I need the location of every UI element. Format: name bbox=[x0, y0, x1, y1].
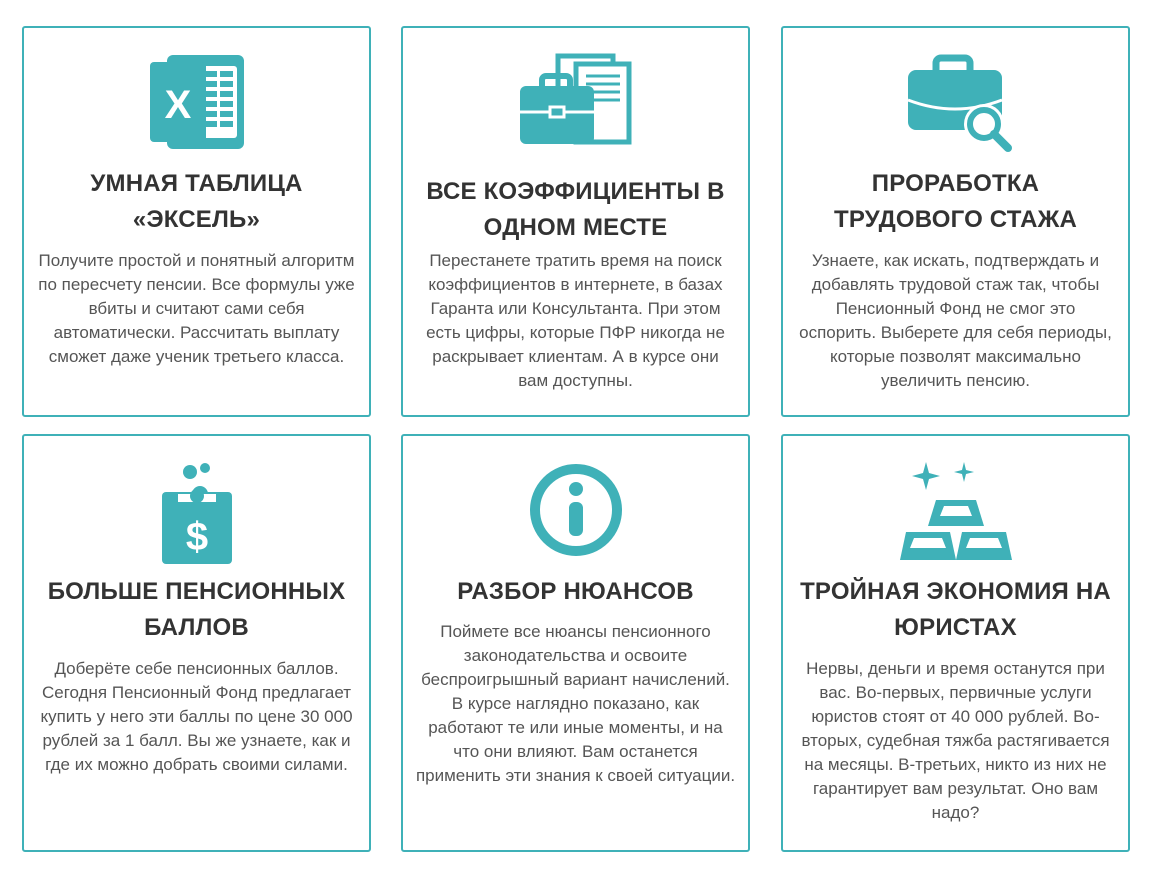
card-title: ПРОРАБОТКА ТРУДОВОГО СТАЖА bbox=[833, 170, 1078, 233]
card-title: УМНАЯ ТАБЛИЦА «ЭКСЕЛЬ» bbox=[90, 170, 303, 233]
card-title: БОЛЬШЕ ПЕНСИОННЫХ БАЛЛОВ bbox=[47, 578, 346, 641]
info-icon bbox=[403, 462, 748, 558]
svg-text:X: X bbox=[164, 83, 191, 127]
card-description: Получите простой и понятный алгоритм по пересчету пенсии. Все формулы уже вбиты и считают сами себя автоматически. Рассчитать выплату сможет даже ученик третьего класса. bbox=[38, 251, 355, 366]
svg-text:$: $ bbox=[185, 515, 208, 559]
feature-card-coefficients bbox=[401, 26, 750, 417]
money-box-dollar-icon bbox=[24, 460, 369, 564]
card-title: ТРОЙНАЯ ЭКОНОМИЯ НА ЮРИСТАХ bbox=[800, 578, 1111, 641]
feature-card-excel bbox=[22, 26, 371, 417]
card-description: Перестанете тратить время на поиск коэффициентов в интернете, в базах Гаранта или Консультанта. При этом есть цифры, которые ПФР никогда не раскрывает клиентам. А в курсе они вам доступны. bbox=[426, 251, 725, 390]
card-description: Нервы, деньги и время останутся при вас. Во-первых, первичные услуги юристов стоят от 40 000 рублей. Во-вторых, судебная тяжба растягивается на месяцы. В-третьих, никто из них не гарантирует вам результат. Оно вам надо? bbox=[801, 659, 1110, 822]
briefcase-documents-icon bbox=[403, 52, 748, 152]
excel-icon bbox=[24, 52, 369, 152]
feature-card-nuances bbox=[401, 434, 750, 852]
card-description: Доберёте себе пенсионных баллов. Сегодня Пенсионный Фонд предлагает купить у него эти баллы по цене 30 000 рублей за 1 балл. Вы же узнаете, как и где их можно добрать своими силами. bbox=[40, 659, 353, 774]
feature-card-pension-points bbox=[22, 434, 371, 852]
briefcase-search-icon bbox=[783, 52, 1128, 152]
feature-card-lawyer-savings bbox=[781, 434, 1130, 852]
feature-card-work-experience bbox=[781, 26, 1130, 417]
gold-bars-icon bbox=[783, 460, 1128, 564]
card-description: Поймете все нюансы пенсионного законодательства и освоите беспроигрышный вариант начислений. В курсе наглядно показано, как работают те или иные моменты, и на что они влияют. Вам останется применить эти знания к своей ситуации. bbox=[415, 622, 736, 785]
card-title: РАЗБОР НЮАНСОВ bbox=[457, 578, 694, 605]
card-title: ВСЕ КОЭФФИЦИЕНТЫ В ОДНОМ МЕСТЕ bbox=[426, 178, 725, 241]
card-description: Узнаете, как искать, подтверждать и добавлять трудовой стаж так, чтобы Пенсионный Фонд не смог это оспорить. Выберете для себя периоды, которые позволят максимально увеличить пенсию. bbox=[799, 251, 1112, 390]
